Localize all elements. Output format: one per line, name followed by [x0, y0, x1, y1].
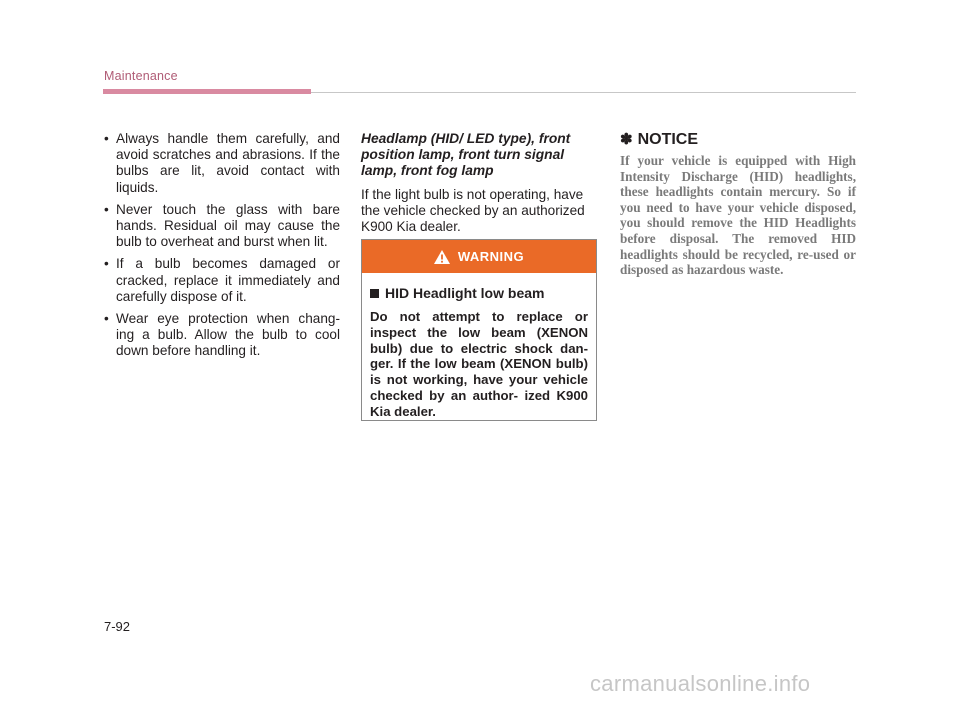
- right-column: [620, 131, 856, 278]
- bullet-icon: •: [104, 311, 109, 327]
- square-bullet-icon: [370, 289, 379, 298]
- warning-triangle-icon: [434, 250, 450, 264]
- middle-column: [361, 131, 599, 236]
- header-divider: [311, 92, 856, 93]
- page-number: 7-92: [104, 619, 131, 634]
- notice-text: If your vehicle is equipped with High Intensity Discharge (HID) headlights, these headlights contain mercury. So if you need to have your vehicle disposed, you should remove the HID Headlights before disposal. The removed HID headlights should be recycled, re-used or disposed as hazardous waste.: [620, 153, 856, 278]
- section-header: Maintenance: [104, 69, 178, 83]
- warning-box: [361, 239, 597, 421]
- left-column: [103, 131, 340, 366]
- notice-title: ✽ NOTICE: [620, 131, 699, 148]
- bullet-icon: •: [104, 131, 109, 146]
- bullet-icon: •: [104, 201, 109, 217]
- watermark-link[interactable]: carmanualsonline.info: [590, 671, 811, 696]
- warning-text: Do not attempt to replace or inspect the low beam (XENON bulb) due to electric shock dan- ger. If the low beam (XENON bulb) is not working, have your vehicle checked by an author- ized K900 Kia dealer.: [370, 309, 588, 419]
- list-item: • Always handle them carefully, and avoid scratches and abrasions. If the bulbs are lit, avoid contact with liquids.: [104, 131, 340, 195]
- bullet-icon: •: [104, 256, 109, 272]
- warning-header: [362, 240, 596, 273]
- warning-label: WARNING: [457, 249, 525, 264]
- list-item: • If a bulb becomes damaged or cracked, replace it immediately and carefully dispose of it.: [104, 256, 340, 304]
- warning-body: [362, 273, 596, 420]
- list-item: • Never touch the glass with bare hands. Residual oil may cause the bulb to overheat and burst when lit.: [104, 201, 340, 250]
- warning-title: HID Headlight low beam: [370, 285, 588, 301]
- lamp-paragraph: If the light bulb is not operating, have the vehicle checked by an authorized K900 Kia dealer.: [361, 187, 585, 235]
- lamp-subheading: Headlamp (HID/ LED type), front position lamp, front turn signal lamp, front fog lamp: [361, 131, 571, 178]
- header-accent-rule: [103, 89, 311, 94]
- bullet-list: [103, 131, 340, 360]
- notice-mark-icon: ✽: [620, 131, 633, 148]
- list-item: • Wear eye protection when chang- ing a bulb. Allow the bulb to cool down before handling it.: [104, 311, 340, 359]
